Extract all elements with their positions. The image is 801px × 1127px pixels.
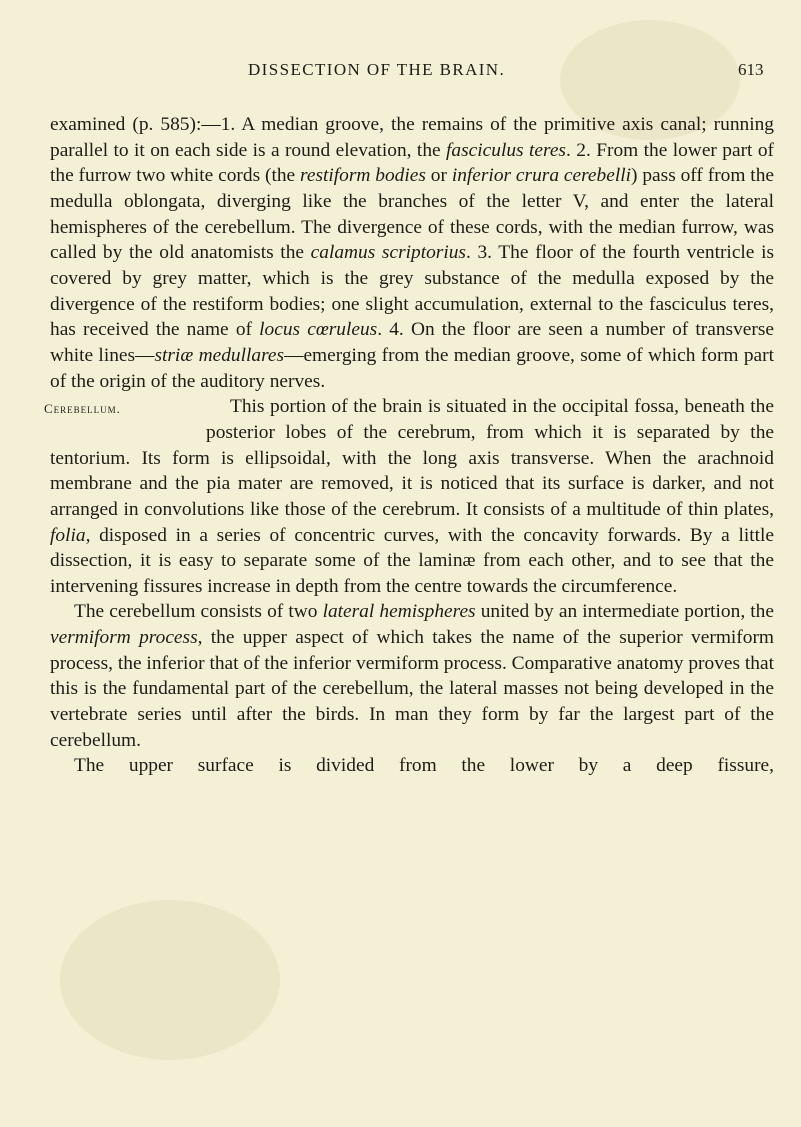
text-run: The cerebellum consists of two: [74, 601, 323, 623]
italic-term: folia: [50, 524, 86, 546]
text-run: ) pass off from the medulla oblongata, diverging like the branches of the letter V, and enter the lateral hemispheres of the cerebellum. The divergence of these cords, with the median furrow, was called by the old anatomists the: [50, 165, 774, 264]
italic-term: inferior crura cerebelli: [451, 165, 632, 187]
italic-term: calamus scriptorius: [310, 242, 466, 264]
body-text: [44, 112, 774, 779]
paragraph-cerebellum-parts: [50, 599, 774, 753]
italic-term: locus cœruleus: [259, 319, 378, 341]
text-run: . 3. The floor of the fourth ventricle is covered by grey matter, which is the grey substance of the medulla exposed by the divergence of the restiform bodies; one slight accumulation, external to the fasciculus teres, has received the name of: [50, 242, 774, 341]
text-run: , disposed in a series of concentric curves, with the concavity forwards. By a little dissection, it is easy to separate some of the laminæ from each other, and to see that the intervening fissures increase in depth from the centre towards the circumference.: [50, 524, 774, 597]
italic-term: fasciculus teres: [446, 139, 566, 161]
italic-term: lateral hemispheres: [322, 601, 476, 623]
side-heading: Cerebellum.: [44, 401, 121, 417]
italic-term: restiform bodies: [300, 165, 426, 187]
italic-term: vermiform process: [50, 627, 198, 649]
paper-stain: [60, 900, 280, 1060]
paragraph-upper-surface: [50, 753, 774, 779]
text-run: , the upper aspect of which takes the name of the superior vermiform process, the inferior that of the inferior vermiform process. Comparative anatomy proves that this is the fundamental part of the cerebellum, the lateral masses not being developed in the vertebrate series until after the birds. In man they form by far the largest part of the cerebellum.: [50, 627, 774, 751]
text-run: . 2. From the lower part of the furrow two white cords (the: [50, 139, 774, 187]
text-run: —emerging from the median groove, some of which form part of the origin of the auditory nerves.: [50, 344, 774, 392]
running-title: DISSECTION OF THE BRAIN.: [248, 60, 506, 79]
text-run: united by an intermediate portion, the: [475, 601, 774, 623]
page-number: 613: [738, 60, 764, 79]
italic-term: striæ medullares: [154, 344, 285, 366]
paragraph-cerebellum: [44, 394, 774, 599]
paragraph-fourth-ventricle: [50, 112, 774, 394]
running-head: [0, 60, 801, 84]
text-run: . 4. On the floor are seen a number of transverse white lines—: [50, 319, 774, 366]
text-run: This portion of the brain is situated in the occipital fossa, beneath the posterior lobes of the cerebrum, from which it is separated by the tentorium. Its form is ellipsoidal, with the long axis transverse. When the arachnoid membrane and the pia mater are removed, it is noticed that its surface is darker, and not arranged in convolutions like those of the cerebrum. It consists of a multitude of thin plates,: [50, 396, 774, 520]
text-run: The upper surface is divided from the lower by a deep fissure,: [74, 755, 774, 777]
text-run: examined (p. 585):—1. A median groove, the remains of the primitive axis canal; running parallel to it on each side is a round elevation, the: [50, 114, 774, 161]
text-run: or: [425, 165, 452, 187]
